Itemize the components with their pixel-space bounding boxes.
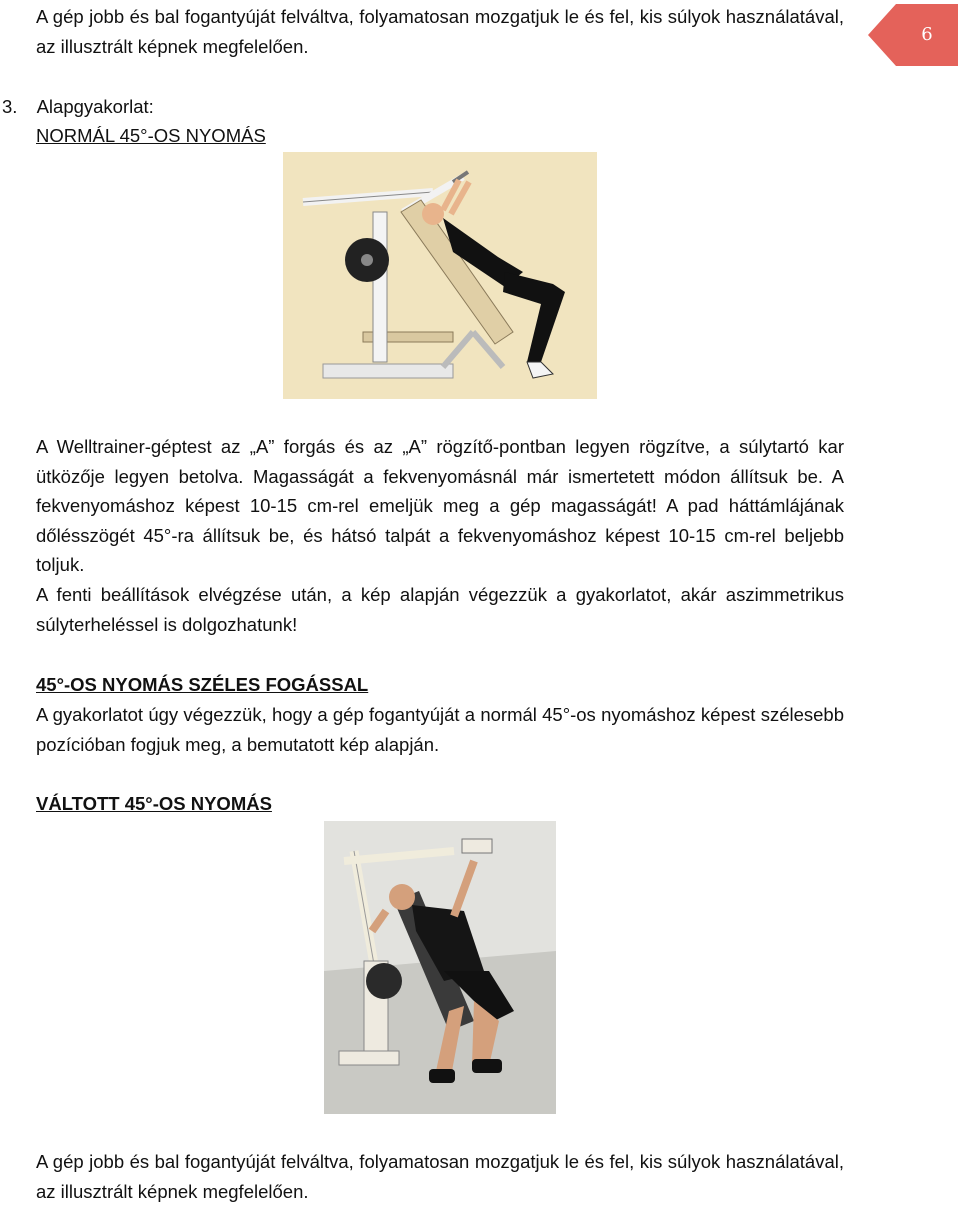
exercise1-note: A fenti beállítások elvégzése után, a kép alapján végezzük a gyakorlatot, akár aszimmetrikus súlyterheléssel is dolgozhatunk! bbox=[36, 584, 844, 635]
intro-paragraph: A gép jobb és bal fogantyúját felváltva, folyamatosan mozgatjuk le és fel, kis súlyok használatával, az illusztrált képnek megfelelően. bbox=[36, 6, 844, 57]
alternating-press-photo bbox=[324, 821, 556, 1114]
exercise1-heading: NORMÁL 45°-OS NYOMÁS bbox=[36, 125, 266, 146]
exercise2-paragraph: A gyakorlatot úgy végezzük, hogy a gép fogantyúját a normál 45°-os nyomáshoz képest szélesebb pozícióban fogjuk meg, a bemutatott kép alapján. bbox=[36, 704, 844, 755]
incline-press-photo bbox=[283, 152, 597, 399]
exercise2-heading: 45°-OS NYOMÁS SZÉLES FOGÁSSAL bbox=[36, 674, 369, 695]
exercise3-heading: VÁLTOTT 45°-OS NYOMÁS bbox=[36, 793, 272, 814]
page-number: 6 bbox=[921, 24, 933, 45]
section-number: 3. bbox=[2, 96, 18, 117]
closing-paragraph: A gép jobb és bal fogantyúját felváltva, folyamatosan mozgatjuk le és fel, kis súlyok használatával, az illusztrált képnek megfelelően. bbox=[36, 1151, 844, 1202]
section-title bbox=[2, 92, 810, 122]
section-label: Alapgyakorlat: bbox=[36, 96, 154, 117]
exercise1-paragraph: A Welltrainer-géptest az „A” forgás és az „A” rögzítő-pontban legyen rögzítve, a súlytartó kar ütközője legyen betolva. Magasságát a fekvenyomásnál már ismertetett módon állítsuk be. A fekvenyomáshoz képest 10-15 cm-rel emeljük meg a gép magasságát! A pad háttámlájának dőlésszögét 45°-ra állítsuk be, és hátsó talpát a fekvenyomáshoz képest 10-15 cm-rel beljebb toljuk. bbox=[36, 436, 844, 575]
